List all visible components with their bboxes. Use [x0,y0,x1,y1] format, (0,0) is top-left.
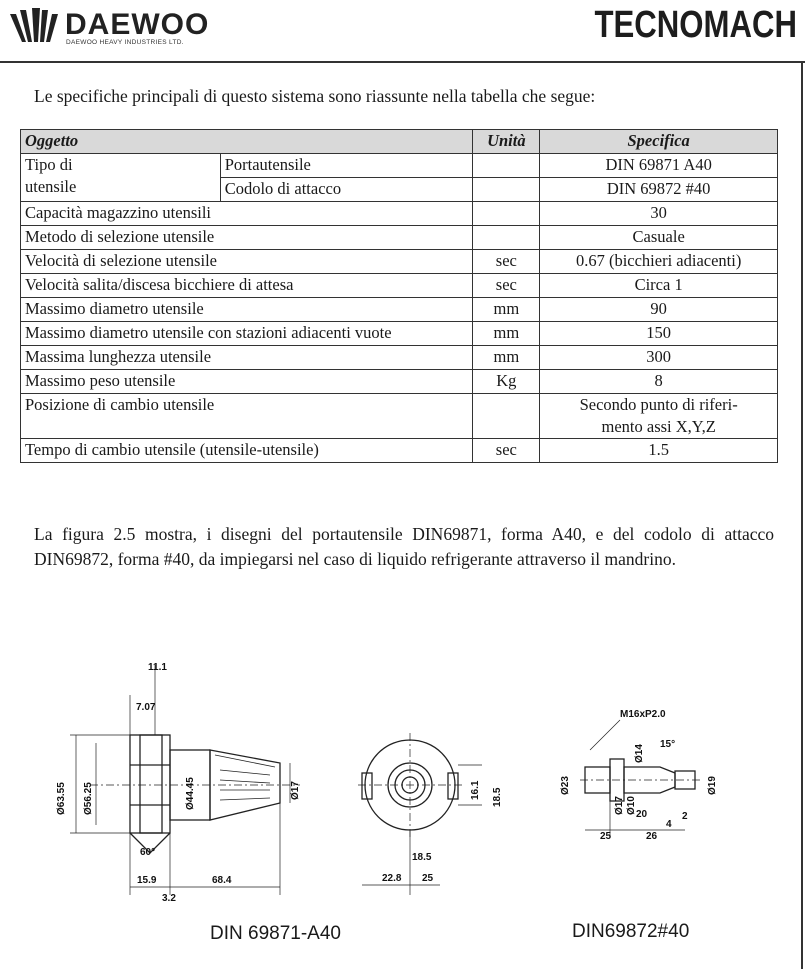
table-cell: Massima lunghezza utensile [21,346,473,370]
table-cell: 1.5 [540,439,778,463]
dim-right-3: Ø14 [634,744,645,763]
table-row [21,154,778,178]
table-cell: Portautensile [220,154,473,178]
tipo-label-line1: Tipo di [25,155,73,174]
table-cell: 300 [540,346,778,370]
table-cell: Codolo di attacco [220,178,473,202]
tipo-utensile-label [21,154,221,202]
table-cell: Massimo diametro utensile con stazioni adiacenti vuote [21,322,473,346]
tecnomach-brand: TECNOMACH [594,4,797,46]
table-row [21,274,778,298]
table-cell: 90 [540,298,778,322]
dim-right-9: 4 [666,819,672,830]
flange-front-view [358,733,482,895]
table-cell: Posizione di cambio utensile [21,394,473,439]
table-cell: Tempo di cambio utensile (utensile-utensile) [21,439,473,463]
dim-right-12: 26 [646,831,658,842]
dim-right-2: Ø23 [560,776,571,795]
table-row [21,250,778,274]
table-cell: sec [473,439,540,463]
table-cell: Capacità magazzino utensili [21,202,473,226]
dim-right-10: 2 [682,811,688,822]
table-cell: Kg [473,370,540,394]
table-cell: Casuale [540,226,778,250]
dim-left-4: Ø56.25 [83,782,94,815]
logo-subtitle: DAEWOO HEAVY INDUSTRIES LTD. [66,39,184,46]
posizione-spec-line1: Secondo punto di riferi- [579,395,738,414]
table-cell [473,394,540,439]
dim-left-7: 60° [140,847,156,858]
table-cell: Velocità di selezione utensile [21,250,473,274]
dim-left-1: 11.1 [148,662,167,673]
table-cell: DIN 69872 #40 [540,178,778,202]
intro-text: Le specifiche principali di questo sistema sono riassunte nella tabella che segue: [34,86,596,106]
table-cell: Metodo di selezione utensile [21,226,473,250]
table-cell: mm [473,322,540,346]
table-row [21,346,778,370]
dim-right-1: M16xP2.0 [620,709,666,720]
table-row [21,394,778,439]
table-cell: 0.67 (bicchieri adiacenti) [540,250,778,274]
header-rule [0,61,805,63]
table-row [21,226,778,250]
dim-right-11: 25 [600,831,612,842]
table-row [21,370,778,394]
dim-mid-5: 25 [422,873,434,884]
dim-right-4: 15° [660,739,676,750]
figure-description: La figura 2.5 mostra, i disegni del portautensile DIN69871, forma A40, e del codolo di attacco DIN69872, forma #40, da impiegarsi nel caso di liquido refrigerante attraverso il mandrino. [34,524,774,569]
posizione-spec-line2: mento assi X,Y,Z [601,417,716,436]
daewoo-logo [8,6,268,50]
table-cell: sec [473,274,540,298]
table-row [21,322,778,346]
table-cell: 150 [540,322,778,346]
dim-right-8: Ø19 [707,776,718,795]
page-header [0,0,805,62]
caption-din69872: DIN69872#40 [572,921,690,942]
table-cell: mm [473,298,540,322]
table-cell: Massimo peso utensile [21,370,473,394]
table-cell: sec [473,250,540,274]
header-oggetto: Oggetto [21,130,473,154]
logo-name: DAEWOO [65,8,210,41]
table-cell: Velocità salita/discesa bicchiere di attesa [21,274,473,298]
dim-left-5: Ø44.45 [185,777,196,810]
table-header-row [21,130,778,154]
dim-mid-1: 16.1 [470,780,481,800]
table-cell: DIN 69871 A40 [540,154,778,178]
header-unita: Unità [473,130,540,154]
table-cell: 8 [540,370,778,394]
spec-table [20,129,778,463]
table-cell [473,226,540,250]
dim-mid-2: 18.5 [492,787,503,807]
table-row [21,439,778,463]
dim-left-6: Ø17 [290,781,301,800]
table-cell [473,154,540,178]
header-specifica: Specifica [540,130,778,154]
dim-mid-4: 22.8 [382,873,402,884]
table-cell: Circa 1 [540,274,778,298]
table-row [21,298,778,322]
table-cell: mm [473,346,540,370]
dim-left-9: 68.4 [212,875,232,886]
technical-drawing [0,655,805,965]
table-row [21,202,778,226]
dim-right-7: 20 [636,809,648,820]
tipo-label-line2: utensile [25,177,77,196]
dim-right-5: Ø17 [614,796,625,815]
dim-right-6: Ø10 [626,796,637,815]
table-cell [473,178,540,202]
dim-mid-3: 18.5 [412,852,432,863]
daewoo-logo-icon [8,6,60,46]
dim-left-3: Ø63.55 [56,782,67,815]
caption-din69871: DIN 69871-A40 [210,923,341,944]
table-cell [473,202,540,226]
drawing-svg [0,655,805,965]
dim-left-8: 15.9 [137,875,157,886]
table-cell: 30 [540,202,778,226]
dim-left-10: 3.2 [162,893,176,904]
table-cell: Massimo diametro utensile [21,298,473,322]
table-cell [540,394,778,439]
dim-left-2: 7.07 [136,702,156,713]
